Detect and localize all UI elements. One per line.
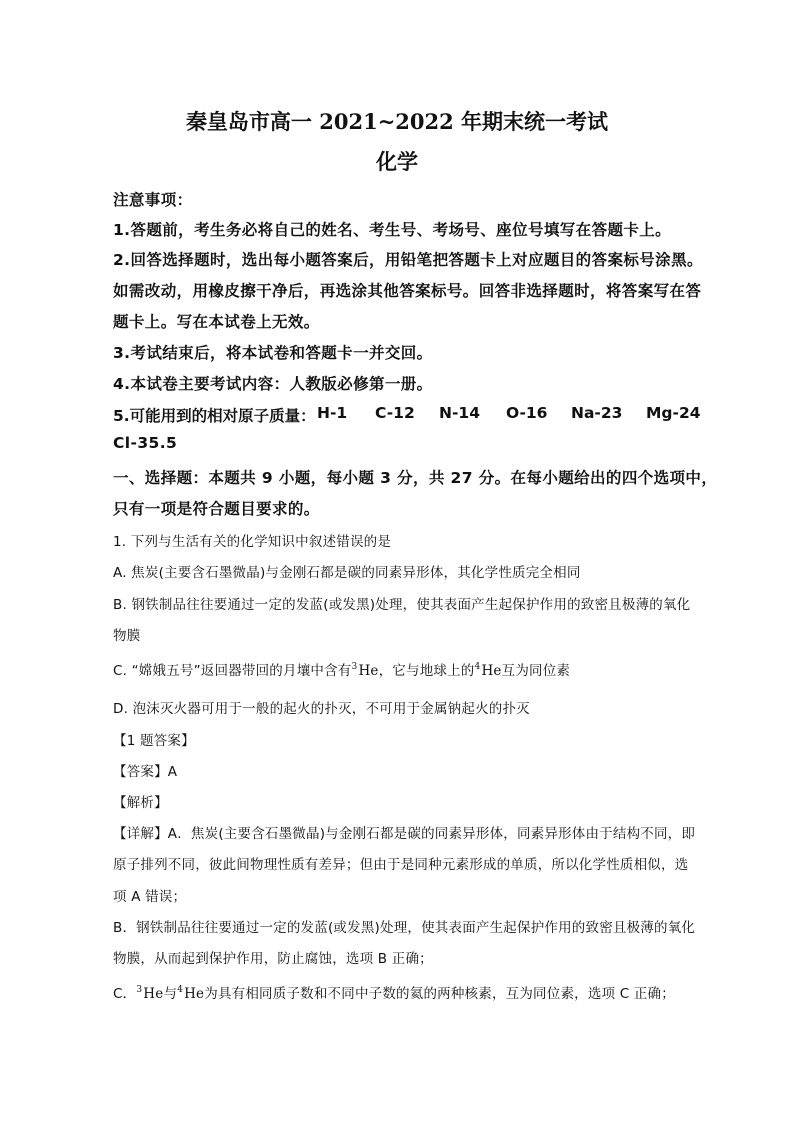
note-item-1: 1.答题前，考生务必将自己的姓名、考生号、考场号、座位号填写在答题卡上。 (113, 221, 672, 239)
atomic-mass-label: 5.可能用到的相对原子质量： (113, 407, 316, 425)
answer-tag: 【1 题答案】 (113, 733, 195, 749)
detail-a-line-2: 原子排列不同，彼此间物理性质有差异；但由于是同种元素形成的单质，所以化学性质相似，选 (113, 857, 689, 873)
atomic-mass-na: Na-23 (571, 404, 623, 422)
note-item-2-line-1: 2.回答选择题时，选出每小题答案后，用铅笔把答题卡上对应题目的答案标号涂黑。 (113, 251, 703, 269)
atomic-mass-c: C-12 (375, 404, 415, 422)
subject-title: 化学 (376, 149, 418, 174)
isotope-he-4-detail: $^4$He (177, 985, 205, 1002)
note-item-2-line-2: 如需改动，用橡皮擦干净后，再选涂其他答案标号。回答非选择题时，将答案写在答 (113, 282, 702, 300)
exam-title: 秦皇岛市高一 2021~2022 年期末统一考试 (185, 109, 609, 134)
question-1-option-c: C. “嫦娥五号”返回器带回的月壤中含有$^3$He，它与地球上的$^4$He互为同位素 (113, 662, 571, 679)
atomic-mass-h: H-1 (317, 404, 348, 422)
detail-a-line-1: 【详解】A．焦炭(主要含石墨微晶)与金刚石都是碳的同素异形体，同素异形体由于结构不同，即 (113, 826, 696, 842)
question-1-option-a: A. 焦炭(主要含石墨微晶)与金刚石都是碳的同素异形体，其化学性质完全相同 (113, 565, 581, 581)
atomic-mass-n: N-14 (439, 404, 480, 422)
section-heading-line-1: 一、选择题：本题共 9 小题，每小题 3 分，共 27 分。在每小题给出的四个选项中， (113, 469, 718, 487)
detail-c: C．$^3$He与$^4$He为具有相同质子数和不同中子数的氦的两种核素，互为同位素，选项 C 正确； (113, 985, 675, 1002)
question-1-option-b-line-1: B. 钢铁制品往往要通过一定的发蓝(或发黑)处理，使其表面产生起保护作用的致密且极薄的氧化 (113, 597, 691, 613)
section-heading-line-2: 只有一项是符合题目要求的。 (113, 500, 320, 518)
notes-heading: 注意事项： (113, 191, 193, 209)
question-1-stem: 1. 下列与生活有关的化学知识中叙述错误的是 (113, 534, 392, 550)
atomic-mass-o: O-16 (506, 404, 548, 422)
question-1-option-d: D. 泡沫灭火器可用于一般的起火的扑灭，不可用于金属钠起火的扑灭 (113, 701, 530, 717)
note-item-4: 4.本试卷主要考试内容：人教版必修第一册。 (113, 375, 433, 393)
answer-value: 【答案】A (113, 764, 178, 780)
atomic-mass-cl: Cl-35.5 (113, 434, 178, 452)
isotope-he-3: $^3$He (351, 662, 379, 679)
note-item-3: 3.考试结束后，将本试卷和答题卡一并交回。 (113, 344, 433, 362)
atomic-mass-mg: Mg-24 (646, 404, 701, 422)
isotope-he-4: $^4$He (474, 662, 502, 679)
detail-a-line-3: 项 A 错误； (113, 889, 187, 905)
note-item-2-line-3: 题卡上。写在本试卷上无效。 (113, 313, 320, 331)
analysis-tag: 【解析】 (113, 795, 168, 811)
isotope-he-3-detail: $^3$He (136, 985, 164, 1002)
question-1-option-b-line-2: 物膜 (113, 628, 141, 644)
detail-b-line-2: 物膜，从而起到保护作用，防止腐蚀，选项 B 正确； (113, 951, 433, 967)
detail-b-line-1: B．钢铁制品往往要通过一定的发蓝(或发黑)处理，使其表面产生起保护作用的致密且极薄的氧化 (113, 920, 696, 936)
